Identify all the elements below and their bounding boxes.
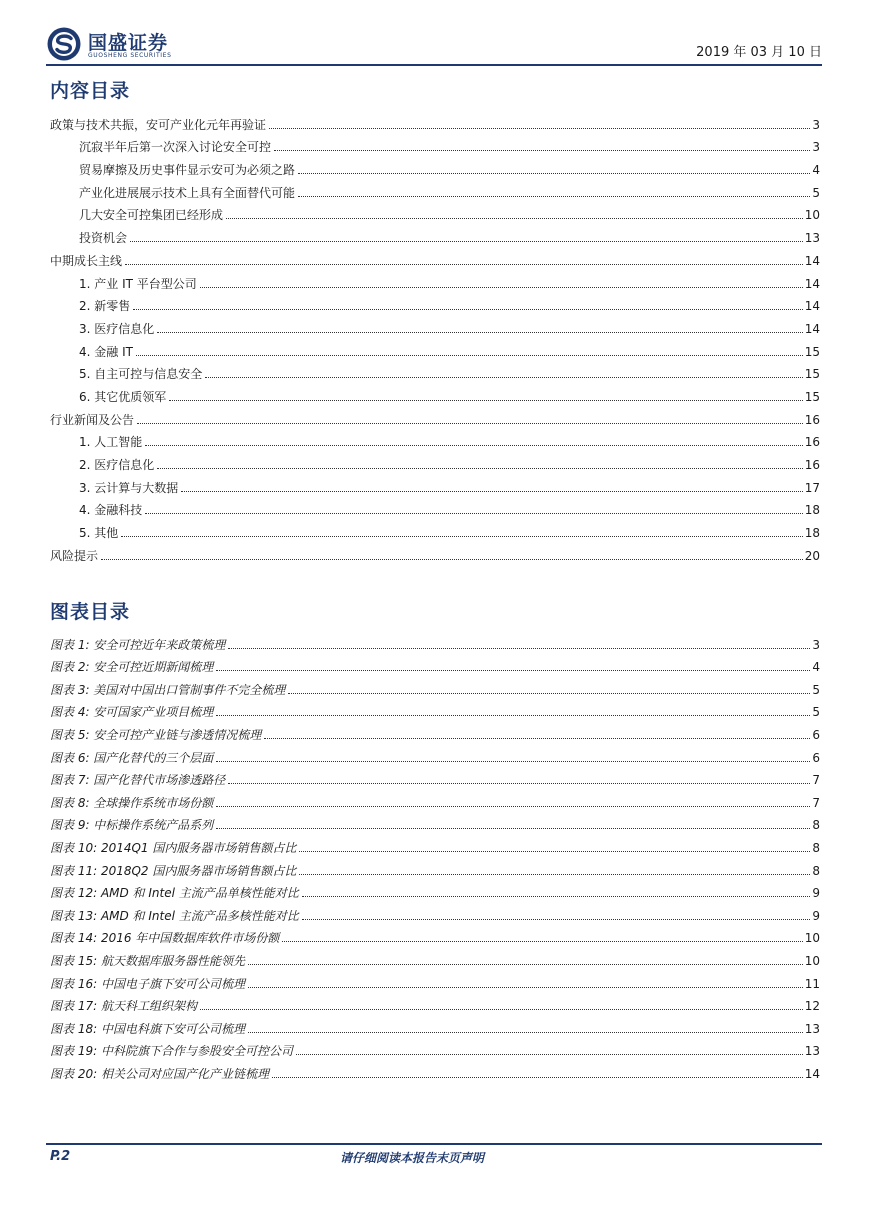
figure-entry[interactable] bbox=[50, 832, 820, 855]
dot-leader bbox=[228, 647, 810, 649]
entry-page-number: 10 bbox=[804, 931, 820, 946]
figures-list bbox=[50, 629, 820, 1081]
dot-leader bbox=[302, 918, 811, 920]
dot-leader bbox=[228, 782, 810, 784]
entry-page-number: 5 bbox=[812, 682, 820, 697]
dot-leader bbox=[205, 376, 802, 378]
entry-page-number: 14 bbox=[804, 253, 820, 268]
figure-entry[interactable] bbox=[50, 652, 820, 675]
dot-leader bbox=[145, 444, 802, 446]
dot-leader bbox=[269, 127, 810, 129]
toc-entry[interactable] bbox=[50, 517, 820, 540]
toc-entry[interactable] bbox=[50, 336, 820, 359]
logo-chinese-name: 国盛证券 bbox=[88, 32, 169, 54]
entry-page-number: 16 bbox=[804, 458, 820, 472]
entry-page-number: 13 bbox=[804, 231, 820, 246]
figure-entry[interactable] bbox=[50, 674, 820, 697]
entry-page-number: 12 bbox=[804, 999, 820, 1014]
entry-label: 图表 13: AMD 和 Intel 主流产品多核性能对比 bbox=[50, 908, 299, 923]
toc-entry[interactable] bbox=[50, 404, 820, 427]
entry-label: 4. 金融科技 bbox=[50, 503, 145, 517]
dot-leader bbox=[145, 512, 802, 514]
entry-label: 图表 11: 2018Q2 国内服务器市场销售额占比 bbox=[50, 863, 297, 878]
toc-entry[interactable] bbox=[50, 200, 820, 223]
dot-leader bbox=[248, 1031, 803, 1033]
dot-leader bbox=[298, 195, 810, 197]
entry-label: 图表 15: 航天数据库服务器性能领先 bbox=[50, 953, 245, 968]
entry-label: 图表 10: 2014Q1 国内服务器市场销售额占比 bbox=[50, 840, 297, 855]
entry-page-number: 18 bbox=[804, 526, 820, 541]
entry-page-number: 8 bbox=[812, 863, 820, 878]
entry-label: 5. 其他 bbox=[50, 526, 121, 540]
entry-label: 中期成长主线 bbox=[50, 254, 125, 268]
entry-label: 4. 金融 IT bbox=[50, 345, 136, 359]
entry-label: 3. 云计算与大数据 bbox=[50, 481, 181, 495]
figure-entry[interactable] bbox=[50, 855, 820, 878]
dot-leader bbox=[299, 850, 810, 852]
entry-page-number: 14 bbox=[804, 321, 820, 336]
entry-page-number: 8 bbox=[812, 840, 820, 855]
entry-page-number: 9 bbox=[812, 886, 820, 901]
figure-entry[interactable] bbox=[50, 900, 820, 923]
figure-entry[interactable] bbox=[50, 742, 820, 765]
dot-leader bbox=[200, 1008, 803, 1010]
entry-label: 图表 12: AMD 和 Intel 主流产品单核性能对比 bbox=[50, 886, 299, 901]
toc-entry[interactable] bbox=[50, 245, 820, 268]
company-logo bbox=[46, 26, 206, 62]
page-header bbox=[46, 26, 822, 66]
report-date: 2019 年 03 月 10 日 bbox=[696, 45, 822, 60]
toc-entry[interactable] bbox=[50, 359, 820, 382]
dot-leader bbox=[181, 490, 802, 492]
entry-label: 图表 2: 安全可控近期新闻梳理 bbox=[50, 660, 214, 675]
toc-entry[interactable] bbox=[50, 222, 820, 245]
entry-page-number: 13 bbox=[804, 1044, 820, 1059]
figure-entry[interactable] bbox=[50, 810, 820, 833]
entry-label: 图表 16: 中国电子旗下安可公司梳理 bbox=[50, 976, 245, 991]
dot-leader bbox=[200, 286, 803, 288]
entry-page-number: 18 bbox=[804, 503, 820, 518]
figure-entry[interactable] bbox=[50, 1058, 820, 1081]
figure-entry[interactable] bbox=[50, 1013, 820, 1036]
guosheng-logo-icon bbox=[46, 26, 82, 62]
entry-page-number: 8 bbox=[812, 818, 820, 833]
entry-label: 图表 1: 安全可控近年来政策梳理 bbox=[50, 637, 226, 652]
dot-leader bbox=[157, 331, 802, 333]
entry-label: 图表 3: 美国对中国出口管制事件不完全梳理 bbox=[50, 682, 286, 697]
dot-leader bbox=[302, 895, 811, 897]
dot-leader bbox=[298, 172, 810, 174]
entry-label: 几大安全可控集团已经形成 bbox=[50, 208, 226, 222]
toc-entry[interactable] bbox=[50, 177, 820, 200]
entry-label: 图表 20: 相关公司对应国产化产业链梳理 bbox=[50, 1066, 269, 1081]
entry-label: 贸易摩擦及历史事件显示安可为必须之路 bbox=[50, 163, 298, 177]
dot-leader bbox=[248, 963, 803, 965]
figures-title: 图表目录 bbox=[50, 601, 131, 623]
entry-label: 投资机会 bbox=[50, 231, 130, 245]
dot-leader bbox=[272, 1076, 803, 1078]
page-number: P.2 bbox=[50, 1149, 71, 1164]
figure-entry[interactable] bbox=[50, 629, 820, 652]
entry-page-number: 20 bbox=[804, 548, 820, 563]
entry-page-number: 14 bbox=[804, 299, 820, 314]
dot-leader bbox=[216, 669, 810, 671]
dot-leader bbox=[288, 692, 810, 694]
toc-entry[interactable] bbox=[50, 109, 820, 132]
entry-page-number: 5 bbox=[812, 185, 820, 200]
entry-page-number: 16 bbox=[804, 435, 820, 450]
footer-divider bbox=[46, 1143, 822, 1145]
dot-leader bbox=[136, 354, 803, 356]
dot-leader bbox=[169, 399, 802, 401]
figure-entry[interactable] bbox=[50, 991, 820, 1014]
entry-page-number: 7 bbox=[812, 773, 820, 788]
toc-entry[interactable] bbox=[50, 449, 820, 472]
toc-entry[interactable] bbox=[50, 472, 820, 495]
figure-entry[interactable] bbox=[50, 787, 820, 810]
toc-entry[interactable] bbox=[50, 427, 820, 450]
figure-entry[interactable] bbox=[50, 968, 820, 991]
entry-page-number: 6 bbox=[812, 727, 820, 742]
toc-title: 内容目录 bbox=[50, 80, 131, 102]
figure-entry[interactable] bbox=[50, 878, 820, 901]
entry-label: 图表 9: 中标操作系统产品系列 bbox=[50, 818, 214, 833]
dot-leader bbox=[130, 240, 803, 242]
entry-label: 行业新闻及公告 bbox=[50, 413, 137, 427]
dot-leader bbox=[299, 873, 810, 875]
entry-label: 3. 医疗信息化 bbox=[50, 322, 157, 336]
dot-leader bbox=[248, 986, 803, 988]
dot-leader bbox=[125, 263, 803, 265]
figure-entry[interactable] bbox=[50, 923, 820, 946]
toc-entry[interactable] bbox=[50, 495, 820, 518]
entry-page-number: 10 bbox=[804, 208, 820, 223]
dot-leader bbox=[137, 422, 803, 424]
entry-page-number: 13 bbox=[804, 1021, 820, 1036]
entry-page-number: 16 bbox=[804, 412, 820, 427]
figure-entry[interactable] bbox=[50, 719, 820, 742]
dot-leader bbox=[274, 149, 810, 151]
dot-leader bbox=[296, 1053, 803, 1055]
entry-label: 5. 自主可控与信息安全 bbox=[50, 367, 205, 381]
entry-label: 图表 6: 国产化替代的三个层面 bbox=[50, 750, 214, 765]
dot-leader bbox=[101, 558, 803, 560]
entry-page-number: 9 bbox=[812, 908, 820, 923]
entry-page-number: 14 bbox=[804, 1066, 820, 1081]
entry-label: 风险提示 bbox=[50, 549, 101, 563]
entry-page-number: 5 bbox=[812, 705, 820, 720]
entry-page-number: 3 bbox=[812, 117, 820, 132]
entry-page-number: 4 bbox=[812, 660, 820, 675]
entry-label: 6. 其它优质领军 bbox=[50, 390, 169, 404]
figure-entry[interactable] bbox=[50, 765, 820, 788]
entry-label: 产业化进展展示技术上具有全面替代可能 bbox=[50, 186, 298, 200]
entry-label: 沉寂半年后第一次深入讨论安全可控 bbox=[50, 140, 274, 154]
entry-label: 图表 4: 安可国家产业项目梳理 bbox=[50, 705, 214, 720]
toc-entry[interactable] bbox=[50, 381, 820, 404]
figure-entry[interactable] bbox=[50, 697, 820, 720]
dot-leader bbox=[226, 217, 803, 219]
figure-entry[interactable] bbox=[50, 945, 820, 968]
entry-page-number: 4 bbox=[812, 163, 820, 178]
entry-label: 1. 人工智能 bbox=[50, 435, 145, 449]
entry-page-number: 10 bbox=[804, 953, 820, 968]
dot-leader bbox=[216, 760, 810, 762]
entry-label: 图表 19: 中科院旗下合作与参股安全可控公司 bbox=[50, 1044, 293, 1059]
entry-page-number: 15 bbox=[804, 367, 820, 382]
toc-list bbox=[50, 109, 820, 563]
entry-label: 图表 8: 全球操作系统市场份额 bbox=[50, 795, 214, 810]
logo-english-name: GUOSHENG SECURITIES bbox=[88, 52, 172, 59]
entry-label: 1. 产业 IT 平台型公司 bbox=[50, 277, 200, 291]
entry-label: 2. 医疗信息化 bbox=[50, 458, 157, 472]
header-divider bbox=[46, 64, 822, 66]
entry-label: 政策与技术共振，安可产业化元年再验证 bbox=[50, 118, 269, 132]
dot-leader bbox=[282, 940, 802, 942]
entry-page-number: 14 bbox=[804, 276, 820, 291]
dot-leader bbox=[157, 467, 802, 469]
toc-entry[interactable] bbox=[50, 268, 820, 291]
entry-page-number: 3 bbox=[812, 140, 820, 155]
entry-label: 图表 7: 国产化替代市场渗透路径 bbox=[50, 773, 226, 788]
toc-entry[interactable] bbox=[50, 313, 820, 336]
entry-label: 图表 14: 2016 年中国数据库软件市场份额 bbox=[50, 931, 280, 946]
entry-page-number: 3 bbox=[812, 637, 820, 652]
entry-page-number: 11 bbox=[804, 976, 820, 991]
entry-label: 图表 18: 中国电科旗下安可公司梳理 bbox=[50, 1021, 245, 1036]
dot-leader bbox=[264, 737, 810, 739]
entry-page-number: 15 bbox=[804, 389, 820, 404]
dot-leader bbox=[216, 805, 810, 807]
dot-leader bbox=[121, 535, 802, 537]
toc-entry[interactable] bbox=[50, 540, 820, 563]
entry-label: 图表 17: 航天科工组织架构 bbox=[50, 999, 197, 1014]
figure-entry[interactable] bbox=[50, 1036, 820, 1059]
disclaimer-note: 请仔细阅读本报告末页声明 bbox=[340, 1151, 485, 1165]
toc-entry[interactable] bbox=[50, 291, 820, 314]
dot-leader bbox=[133, 308, 802, 310]
entry-page-number: 6 bbox=[812, 750, 820, 765]
toc-entry[interactable] bbox=[50, 132, 820, 155]
dot-leader bbox=[216, 827, 810, 829]
entry-label: 2. 新零售 bbox=[50, 299, 133, 313]
entry-page-number: 17 bbox=[804, 480, 820, 495]
dot-leader bbox=[216, 714, 810, 716]
entry-page-number: 7 bbox=[812, 795, 820, 810]
entry-label: 图表 5: 安全可控产业链与渗透情况梳理 bbox=[50, 727, 262, 742]
toc-entry[interactable] bbox=[50, 154, 820, 177]
entry-page-number: 15 bbox=[804, 344, 820, 359]
